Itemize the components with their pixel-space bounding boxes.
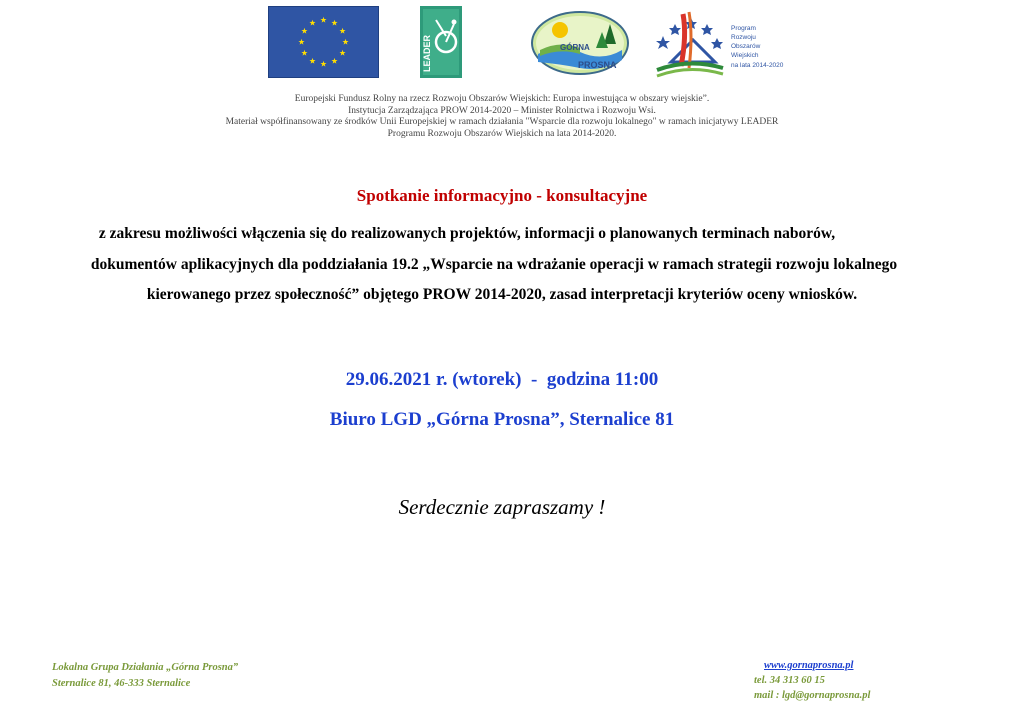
description-line-1: z zakresu możliwości włączenia się do realizowanych projektów, informacji o planowanych terminach naborów, [98, 225, 836, 242]
website-link[interactable]: www.gornaprosna.pl [764, 660, 854, 671]
gorna-text-top: GÓRNA [560, 43, 590, 52]
eu-star-icon [320, 61, 326, 67]
eu-star-icon [340, 50, 346, 56]
eu-star-icon [340, 28, 346, 34]
funding-line-2: Instytucja Zarządzająca PROW 2014-2020 – Minister Rolnictwa i Rozwoju Wsi. [348, 105, 656, 116]
eu-star-icon [309, 58, 315, 64]
logos-row [268, 6, 788, 82]
eu-star-icon [309, 20, 315, 26]
footer-address: Sternalice 81, 46-333 Sternalice [52, 678, 191, 689]
prow-text-1: Program [731, 25, 756, 32]
eu-star-icon [342, 39, 348, 45]
eu-star-icon [331, 58, 337, 64]
funding-line-1: Europejski Fundusz Rolny na rzecz Rozwoju Obszarów Wiejskich: Europa inwestująca w obszary wiejskie”. [294, 94, 710, 104]
description-line-2: dokumentów aplikacyjnych dla poddziałania 19.2 „Wsparcie na wdrażanie operacji w ramach strategii rozwoju lokalnego [90, 256, 898, 273]
leader-text: LEADER [422, 34, 432, 72]
prow-text-4: Wiejskich [731, 52, 759, 59]
eu-star-icon [331, 20, 337, 26]
invitation-text: Serdecznie zapraszamy ! [398, 495, 606, 519]
funding-line-3: Materiał współfinansowany ze środków Unii Europejskiej w ramach działania "Wsparcie dla rozwoju lokalnego" w ramach inicjatywy LEADER [225, 117, 779, 127]
footer-phone: tel. 34 313 60 15 [754, 675, 825, 686]
description-line-3: kierowanego przez społeczność” objętego PROW 2014-2020, zasad interpretacji kryteriów oceny wniosków. [146, 286, 858, 303]
prow-text-5: na lata 2014-2020 [731, 62, 784, 69]
eu-star-icon [320, 17, 326, 23]
gorna-text-bottom: PROSNA [578, 60, 617, 70]
footer-org-name: Lokalna Grupa Działania „Górna Prosna” [52, 662, 239, 673]
footer-contact [754, 658, 870, 703]
eu-star-icon [301, 50, 307, 56]
eu-star-icon [301, 28, 307, 34]
gorna-prosna-logo [530, 10, 630, 76]
footer-email: mail : lgd@gornaprosna.pl [754, 690, 871, 701]
prow-text-3: Obszarów [731, 43, 761, 50]
footer-org [52, 660, 238, 692]
eu-star-icon [298, 39, 304, 45]
prow-logo [653, 6, 785, 82]
eu-stars-icon [269, 7, 378, 77]
funding-line-4: Programu Rozwoju Obszarów Wiejskich na lata 2014-2020. [387, 128, 617, 139]
page-title: Spotkanie informacyjno - konsultacyjne [356, 186, 648, 205]
event-date: 29.06.2021 r. (wtorek) - godzina 11:00 [345, 369, 659, 390]
event-place: Biuro LGD „Górna Prosna”, Sternalice 81 [329, 409, 675, 430]
leader-logo [420, 6, 462, 78]
funding-notice [0, 94, 1004, 140]
eu-flag-icon [268, 6, 379, 78]
prow-text-2: Rozwoju [731, 34, 756, 41]
